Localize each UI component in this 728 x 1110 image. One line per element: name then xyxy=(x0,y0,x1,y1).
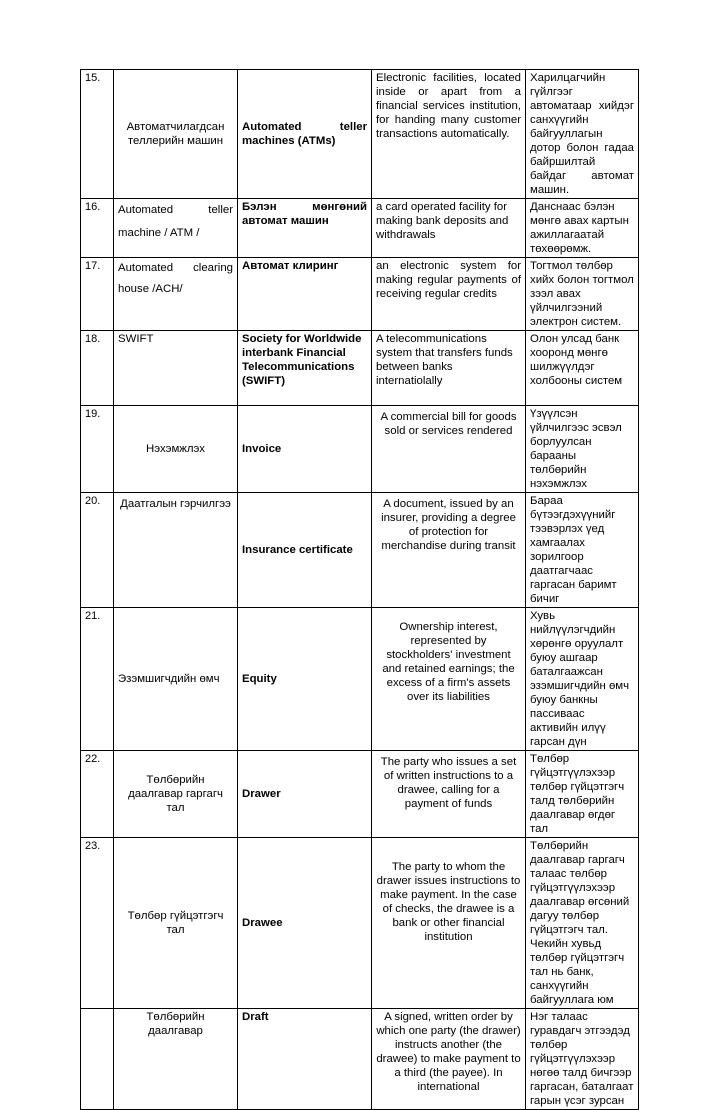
mongolian-term: Automated teller machine / ATM / xyxy=(114,199,238,258)
definition: a card operated facility for making bank deposits and withdrawals xyxy=(372,199,526,258)
definition: Ownership interest, represented by stockholders' investment and retained earnings; the excess of a firm's assets over its liabilities xyxy=(372,608,526,751)
definition: Electronic facilities, located inside or apart from a financial services institution, for handing many customer transactions automatically. xyxy=(372,70,526,199)
mongolian-term: Төлбөр гүйцэтгэгч тал xyxy=(114,838,238,1009)
english-term: Бэлэн мөнгөний автомат машин xyxy=(238,199,372,258)
row-number: 16. xyxy=(81,199,114,258)
mongolian-term: Automated clearing house /ACH/ xyxy=(114,258,238,331)
definition: A telecommunications system that transfers funds between banks internatiolally xyxy=(372,331,526,406)
mongolian-definition: Бараа бүтээгдэхүүнийг тээвэрлэх үед хамгаалах зорилгоор даатгагчаас гаргасан баримт бичиг xyxy=(526,493,639,608)
english-term: Invoice xyxy=(238,406,372,493)
table-row xyxy=(81,406,639,493)
row-number: 15. xyxy=(81,70,114,199)
definition: an electronic system for making regular payments of receiving regular credits xyxy=(372,258,526,331)
definition: A commercial bill for goods sold or services rendered xyxy=(372,406,526,493)
table-row xyxy=(81,331,639,406)
row-number: 17. xyxy=(81,258,114,331)
mongolian-definition: Харилцагчийн гүйлгээг автоматаар хийдэг санхүүгийн байгууллагын дотор болон гадаа байршилтай байдаг автомат машин. xyxy=(526,70,639,199)
table-row xyxy=(81,751,639,838)
table-row xyxy=(81,70,639,199)
glossary-table xyxy=(80,69,639,1110)
mongolian-definition: Данснаас бэлэн мөнгө авах картын ажиллагаатай төхөөрөмж. xyxy=(526,199,639,258)
table-row xyxy=(81,258,639,331)
row-number xyxy=(81,1009,114,1110)
mongolian-definition: Хувь нийлүүлэгчдийн хөрөнгө оруулалт буюу ашгаар баталгаажсан эзэмшигчдийн өмч буюу банкны пассиваас активийн илүү гарсан дүн xyxy=(526,608,639,751)
mongolian-definition: Нэг талаас гуравдагч этгээдэд төлбөр гүйцэтгүүлэхээр нөгөө талд бичгээр гаргасан, баталгаат гарын үсэг зурсан xyxy=(526,1009,639,1110)
english-term: Equity xyxy=(238,608,372,751)
row-number: 23. xyxy=(81,838,114,1009)
mongolian-definition: Үзүүлсэн үйлчилгээс эсвэл борлуулсан барааны төлбөрийн нэхэмжлэх xyxy=(526,406,639,493)
mongolian-definition: Олон улсад банк хооронд мөнгө шилжүүлдэг холбооны систем xyxy=(526,331,639,406)
row-number: 18. xyxy=(81,331,114,406)
row-number: 19. xyxy=(81,406,114,493)
mongolian-definition: Төлбөрийн даалгавар гаргагч талаас төлбөр гүйцэтгүүлэхээр даалгавар өгсөний дагуу төлбөр гүйцэтгэгч тал. Чекийн хувьд төлбөр гүйцэтгэгч тал нь банк, санхүүгийн байгууллага юм xyxy=(526,838,639,1009)
english-term: Автомат клиринг xyxy=(238,258,372,331)
mongolian-term: Даатгалын гэрчилгээ xyxy=(114,493,238,608)
english-term: Draft xyxy=(238,1009,372,1110)
english-term: Drawer xyxy=(238,751,372,838)
mongolian-term: Төлбөрийн даалгавар гаргагч тал xyxy=(114,751,238,838)
mongolian-term: Нэхэмжлэх xyxy=(114,406,238,493)
definition: A document, issued by an insurer, providing a degree of protection for merchandise during transit xyxy=(372,493,526,608)
mongolian-term: Эзэмшигчдийн өмч xyxy=(114,608,238,751)
table-row xyxy=(81,1009,639,1110)
english-term: Insurance certificate xyxy=(238,493,372,608)
mongolian-term: SWIFT xyxy=(114,331,238,406)
row-number: 20. xyxy=(81,493,114,608)
mongolian-definition: Тогтмол төлбөр хийх болон тогтмол зээл авах үйлчилгээний электрон систем. xyxy=(526,258,639,331)
mongolian-definition: Төлбөр гүйцэтгүүлэхээр төлбөр гүйцэтгэгч талд төлбөрийн даалгавар өгдөг тал xyxy=(526,751,639,838)
mongolian-term: Автоматчилагдсан теллерийн машин xyxy=(114,70,238,199)
english-term: Automated teller machines (ATMs) xyxy=(238,70,372,199)
mongolian-term: Төлбөрийн даалгавар xyxy=(114,1009,238,1110)
table-row xyxy=(81,199,639,258)
definition: The party who issues a set of written instructions to a drawee, calling for a payment of funds xyxy=(372,751,526,838)
definition: The party to whom the drawer issues instructions to make payment. In the case of checks, the drawee is a bank or other financial institution xyxy=(372,838,526,1009)
english-term: Drawee xyxy=(238,838,372,1009)
table-row xyxy=(81,838,639,1009)
table-row xyxy=(81,608,639,751)
row-number: 21. xyxy=(81,608,114,751)
english-term: Society for Worldwide interbank Financial Telecommunications (SWIFT) xyxy=(238,331,372,406)
table-row xyxy=(81,493,639,608)
definition: A signed, written order by which one party (the drawer) instructs another (the drawee) to make payment to a third (the payee). In international xyxy=(372,1009,526,1110)
row-number: 22. xyxy=(81,751,114,838)
